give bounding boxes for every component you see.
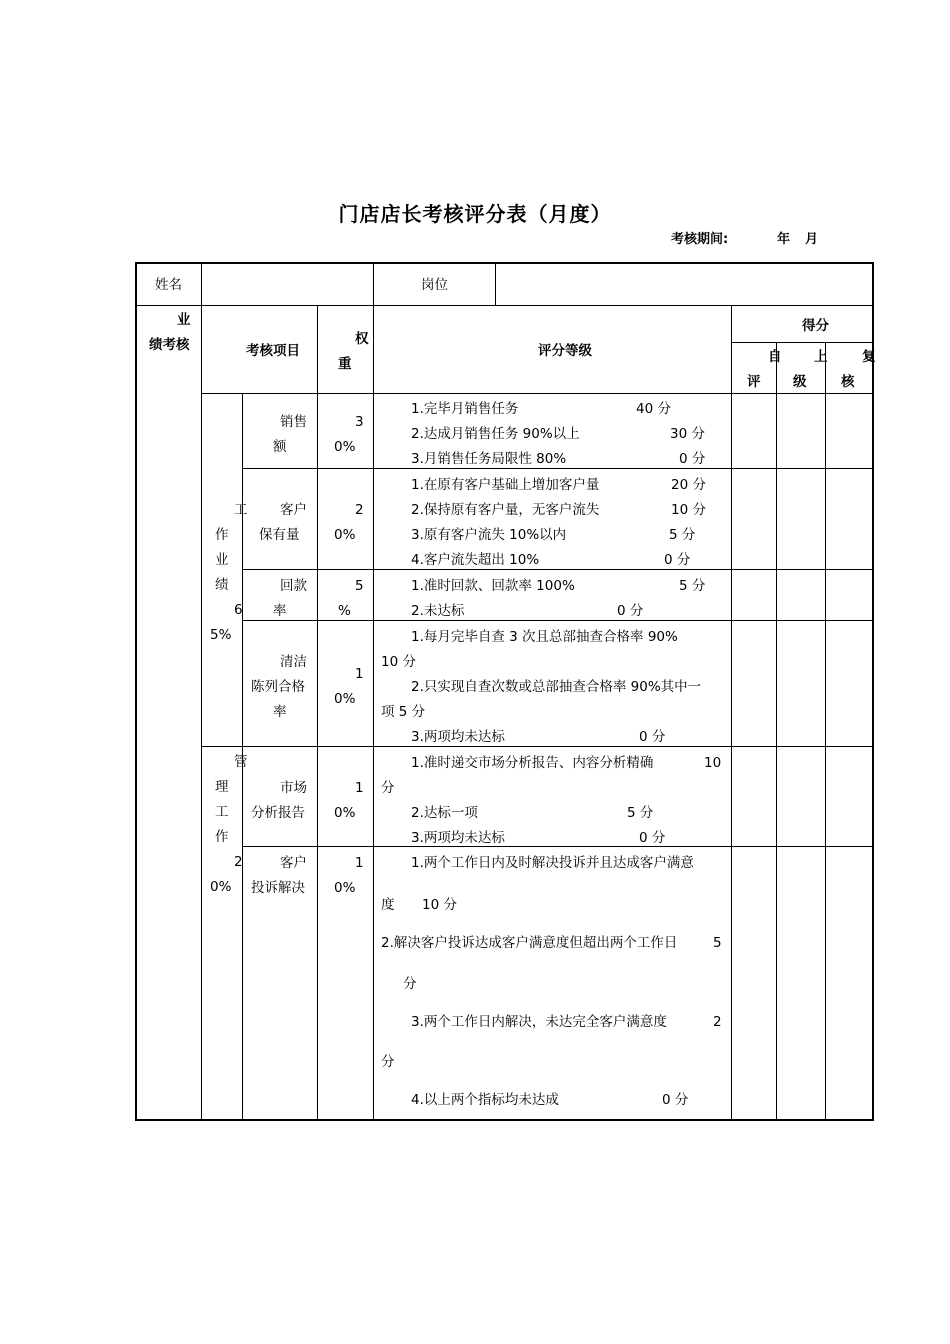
superior-header-2: 级 bbox=[793, 374, 807, 390]
col-line-7 bbox=[776, 342, 777, 1119]
sales-score-3: 0 分 bbox=[679, 451, 706, 467]
market-name-1: 市场 bbox=[280, 780, 307, 796]
page-title: 门店店长考核评分表（月度） bbox=[338, 202, 612, 226]
col-line-3 bbox=[317, 305, 318, 1119]
market-weight-1: 1 bbox=[355, 780, 364, 796]
complaint-grade-3: 3.两个工作日内解决，未达完全客户满意度 bbox=[411, 1014, 667, 1030]
complaint-score-1: 10 分 bbox=[422, 897, 457, 913]
group-work-6: 5% bbox=[210, 627, 232, 643]
col-line-6 bbox=[731, 305, 732, 1119]
payment-score-2: 0 分 bbox=[617, 603, 644, 619]
payment-weight-1: 5 bbox=[355, 578, 364, 594]
name-label: 姓名 bbox=[155, 277, 182, 293]
market-grade-1: 1.准时递交市场分析报告、内容分析精确 bbox=[411, 755, 654, 771]
self-header-1: 自 bbox=[768, 349, 782, 365]
customer-grade-2: 2.保持原有客户量，无客户流失 bbox=[411, 502, 600, 518]
item-header: 考核项目 bbox=[246, 343, 300, 359]
complaint-grade-1: 1.两个工作日内及时解决投诉并且达成客户满意 bbox=[411, 855, 694, 871]
weight-header-2: 重 bbox=[338, 356, 352, 372]
group-manage-6: 0% bbox=[210, 879, 232, 895]
customer-grade-4: 4.客户流失超出 10% bbox=[411, 552, 540, 568]
col-line-4 bbox=[373, 264, 374, 1119]
complaint-grade-2b: 分 bbox=[403, 976, 417, 992]
group-manage-4: 作 bbox=[215, 829, 229, 845]
period-year: 年 bbox=[777, 232, 791, 247]
row-line-clean bbox=[201, 746, 872, 747]
sales-score-1: 40 分 bbox=[636, 401, 671, 417]
complaint-name-1: 客户 bbox=[280, 855, 307, 871]
payment-name-2: 率 bbox=[273, 603, 287, 619]
group-manage-1: 管 bbox=[234, 754, 248, 770]
clean-name-3: 率 bbox=[273, 704, 287, 720]
market-score-1: 10 bbox=[704, 755, 722, 771]
clean-name-1: 清洁 bbox=[280, 654, 307, 670]
market-name-2: 分析报告 bbox=[251, 805, 305, 821]
row-line-payment bbox=[242, 620, 872, 621]
sales-grade-2: 2.达成月销售任务 90%以上 bbox=[411, 426, 580, 442]
payment-name-1: 回款 bbox=[280, 578, 307, 594]
clean-score-3: 0 分 bbox=[639, 729, 666, 745]
clean-grade-2b: 项 5 分 bbox=[381, 704, 426, 720]
market-score-2: 5 分 bbox=[627, 805, 654, 821]
group-manage-2: 理 bbox=[215, 779, 229, 795]
performance-label-2: 绩考核 bbox=[149, 337, 190, 353]
sales-weight-1: 3 bbox=[355, 414, 364, 430]
group-manage-3: 工 bbox=[215, 804, 229, 820]
performance-label-1: 业 bbox=[177, 312, 191, 328]
customer-weight-2: 0% bbox=[334, 527, 356, 543]
payment-grade-1: 1.准时回款、回款率 100% bbox=[411, 578, 575, 594]
sales-grade-3: 3.月销售任务局限性 80% bbox=[411, 451, 567, 467]
score-header: 得分 bbox=[802, 318, 829, 334]
sales-score-2: 30 分 bbox=[670, 426, 705, 442]
customer-score-2: 10 分 bbox=[671, 502, 706, 518]
complaint-grade-3b: 分 bbox=[381, 1054, 395, 1070]
group-work-2: 作 bbox=[215, 527, 229, 543]
col-line-1 bbox=[201, 264, 202, 1119]
row-line-score-sub bbox=[731, 342, 872, 343]
row-line-customer bbox=[242, 569, 872, 570]
group-manage-5: 2 bbox=[234, 854, 243, 870]
customer-grade-1: 1.在原有客户基础上增加客户量 bbox=[411, 477, 600, 493]
market-grade-3: 3.两项均未达标 bbox=[411, 830, 505, 846]
complaint-score-2: 5 bbox=[713, 935, 722, 951]
complaint-weight-2: 0% bbox=[334, 880, 356, 896]
superior-header-1: 上 bbox=[814, 349, 828, 365]
period-month: 月 bbox=[805, 232, 819, 247]
customer-grade-3: 3.原有客户流失 10%以内 bbox=[411, 527, 567, 543]
customer-score-4: 0 分 bbox=[664, 552, 691, 568]
sales-grade-1: 1.完毕月销售任务 bbox=[411, 401, 519, 417]
group-work-1: 工 bbox=[234, 502, 248, 518]
clean-weight-2: 0% bbox=[334, 691, 356, 707]
customer-weight-1: 2 bbox=[355, 502, 364, 518]
customer-name-2: 保有量 bbox=[259, 527, 300, 543]
market-weight-2: 0% bbox=[334, 805, 356, 821]
clean-grade-1: 1.每月完毕自查 3 次且总部抽查合格率 90% bbox=[411, 629, 678, 645]
complaint-grade-1b: 度 bbox=[381, 897, 395, 913]
complaint-name-2: 投诉解决 bbox=[251, 880, 305, 896]
clean-grade-1b: 10 分 bbox=[381, 654, 416, 670]
group-work-4: 绩 bbox=[215, 577, 229, 593]
clean-grade-3: 3.两项均未达标 bbox=[411, 729, 505, 745]
self-header-2: 评 bbox=[747, 374, 761, 390]
evaluation-table bbox=[135, 262, 874, 1121]
customer-score-3: 5 分 bbox=[669, 527, 696, 543]
row-line-items-top bbox=[201, 393, 872, 394]
row-line-header bbox=[137, 305, 872, 306]
col-line-8 bbox=[825, 342, 826, 1119]
row-line-market bbox=[242, 846, 872, 847]
market-score-3: 0 分 bbox=[639, 830, 666, 846]
market-grade-1b: 分 bbox=[381, 780, 395, 796]
clean-weight-1: 1 bbox=[355, 666, 364, 682]
row-line-sales bbox=[242, 468, 872, 469]
position-label: 岗位 bbox=[421, 277, 448, 293]
group-work-3: 业 bbox=[215, 552, 229, 568]
sales-name-1: 销售 bbox=[280, 414, 307, 430]
period-label: 考核期间: bbox=[671, 232, 729, 247]
grade-header: 评分等级 bbox=[538, 343, 592, 359]
complaint-weight-1: 1 bbox=[355, 855, 364, 871]
payment-weight-2: % bbox=[338, 603, 351, 619]
sales-name-2: 额 bbox=[273, 439, 287, 455]
complaint-grade-4: 4.以上两个指标均未达成 bbox=[411, 1092, 559, 1108]
review-header-1: 复 bbox=[862, 349, 876, 365]
group-work-5: 6 bbox=[234, 602, 243, 618]
complaint-score-3: 2 bbox=[713, 1014, 722, 1030]
payment-score-1: 5 分 bbox=[679, 578, 706, 594]
sales-weight-2: 0% bbox=[334, 439, 356, 455]
col-line-5 bbox=[495, 264, 496, 305]
complaint-grade-2: 2.解决客户投诉达成客户满意度但超出两个工作日 bbox=[381, 935, 678, 951]
customer-name-1: 客户 bbox=[280, 502, 307, 518]
market-grade-2: 2.达标一项 bbox=[411, 805, 478, 821]
weight-header-1: 权 bbox=[355, 331, 369, 347]
complaint-score-4: 0 分 bbox=[662, 1092, 689, 1108]
review-header-2: 核 bbox=[841, 374, 855, 390]
customer-score-1: 20 分 bbox=[671, 477, 706, 493]
clean-name-2: 陈列合格 bbox=[251, 679, 305, 695]
payment-grade-2: 2.未达标 bbox=[411, 603, 465, 619]
clean-grade-2: 2.只实现自查次数或总部抽查合格率 90%其中一 bbox=[411, 679, 702, 695]
